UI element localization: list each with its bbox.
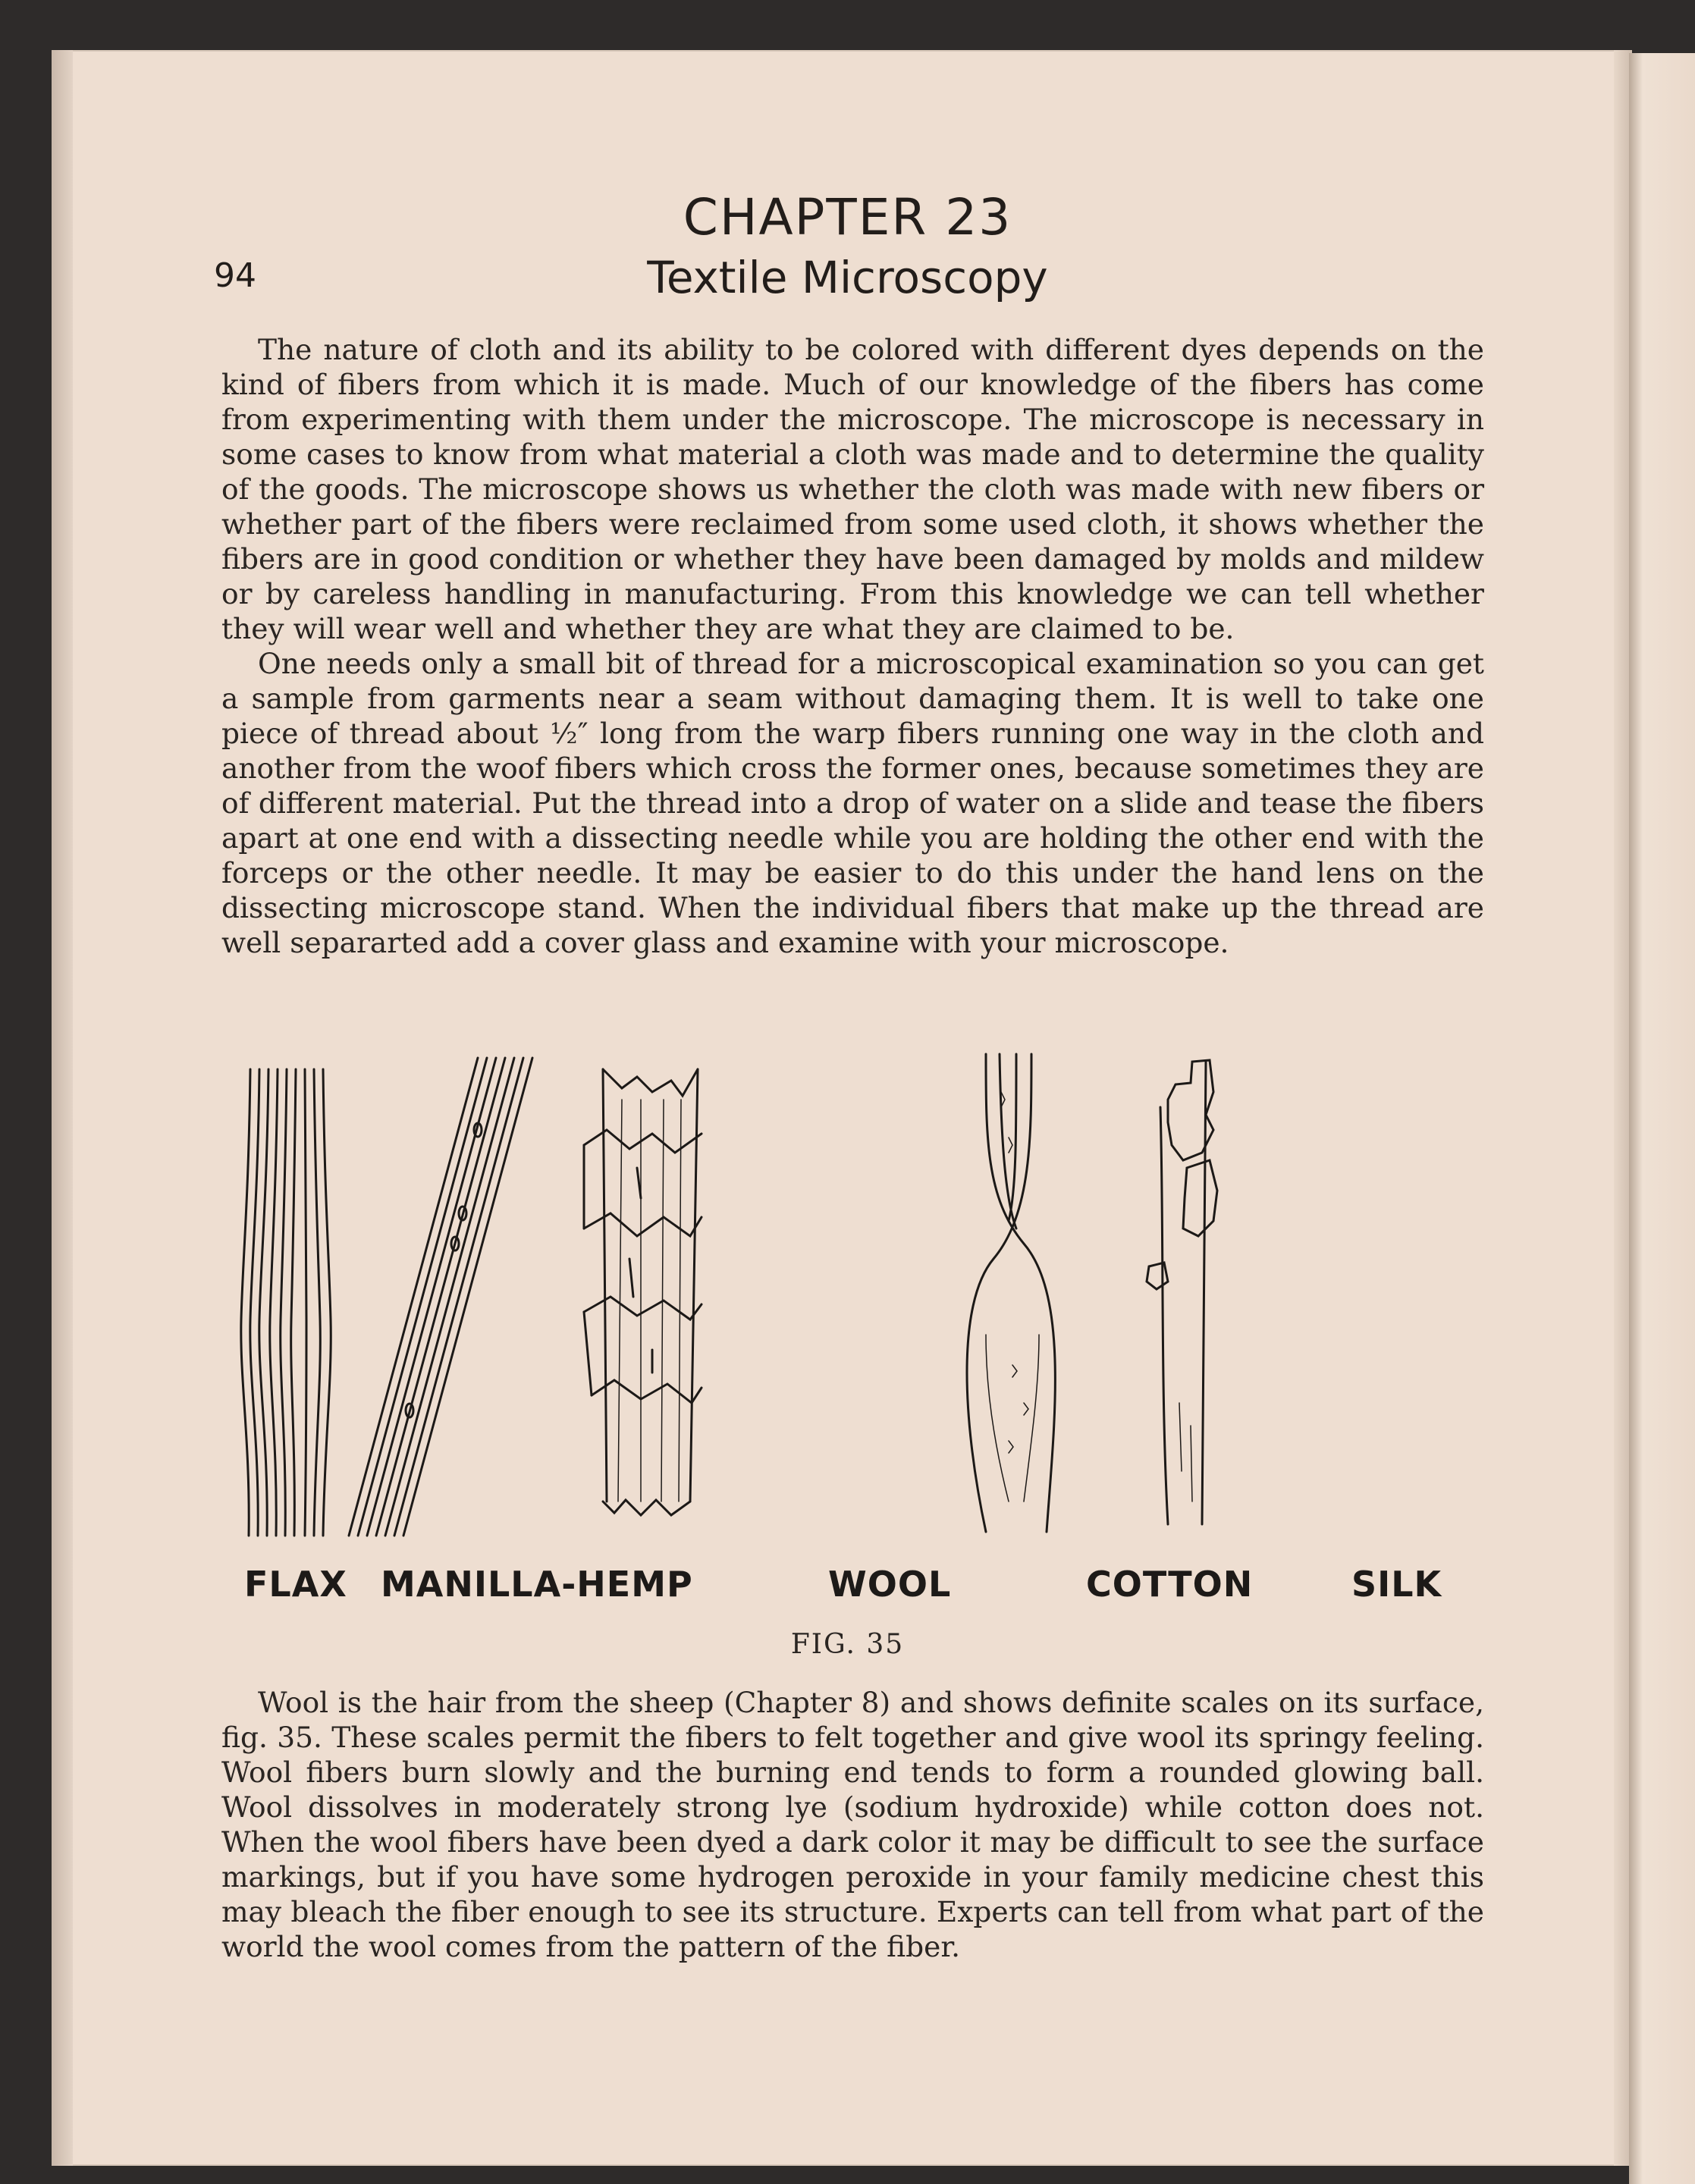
page-edge — [52, 50, 73, 2166]
fiber-drawings — [228, 1046, 1486, 1547]
manilla-hemp-fiber-drawing — [349, 1058, 532, 1536]
manilla-hemp-label: MANILLA-HEMP — [381, 1564, 693, 1605]
body-text-bottom — [221, 1685, 1484, 1964]
wool-label: WOOL — [828, 1564, 952, 1605]
wool-fiber-drawing — [584, 1069, 702, 1515]
silk-label: SILK — [1351, 1564, 1442, 1605]
body-text-top — [221, 332, 1484, 960]
flax-label: FLAX — [244, 1564, 347, 1605]
cotton-label: COTTON — [1086, 1564, 1254, 1605]
paragraph: Wool is the hair from the sheep (Chapter 8) and shows definite scales on its surface, fig. 35. These scales permit the fibers to felt together and give wool its springy feeling. Wool fibers burn slowly and the burning end tends to form a rounded glowing ball. Wool dissolves in moderately strong lye (sodium hydroxide) while cotton does not. When the wool fibers have been dyed a dark color it may be difficult to see the surface markings, but if you have some hydrogen peroxide in your family medicine chest this may bleach the fiber enough to see its structure. Experts can tell from what part of the world the wool comes from the pattern of the fiber. — [221, 1686, 1484, 1963]
flax-fiber-drawing — [241, 1069, 331, 1536]
fiber-illustration — [228, 1046, 1486, 1547]
silk-fiber-drawing — [1147, 1060, 1217, 1524]
figure-caption: FIG. 35 — [790, 1629, 905, 1660]
page-number: 94 — [214, 256, 256, 295]
chapter-heading: CHAPTER 23 — [683, 188, 1012, 246]
cotton-fiber-drawing — [967, 1054, 1055, 1532]
paragraph: The nature of cloth and its ability to be colored with different dyes depends on the kind of fibers from which it is made. Much of our knowledge of the fibers has come from experimenting with them under the microscope. The microscope is necessary in some cases to know from what material a cloth was made and to determine the quality of the goods. The microscope shows us whether the cloth was made with new fibers or whether part of the fibers were reclaimed from some used cloth, it shows whether the fibers are in good condition or whether they have been damaged by molds and mildew or by careless handling in manufacturing. From this knowledge we can tell whether they will wear well and whether they are what they are claimed to be. — [221, 333, 1484, 645]
paragraph: One needs only a small bit of thread for a microscopical examination so you can get a sample from garments near a seam without damaging them. It is well to take one piece of thread about ½″ long from the warp fibers running one way in the cloth and another from the woof fibers which cross the former ones, because sometimes they are of different material. Put the thread into a drop of water on a slide and tease the fibers apart at one end with a dissecting needle while you are holding the other end with the forceps or the other needle. It may be easier to do this under the hand lens on the dissecting microscope stand. When the individual fibers that make up the thread are well separarted add a cover glass and examine with your microscope. — [221, 647, 1484, 959]
section-title: Textile Microscopy — [647, 252, 1048, 303]
facing-page-edge — [1629, 53, 1695, 2184]
